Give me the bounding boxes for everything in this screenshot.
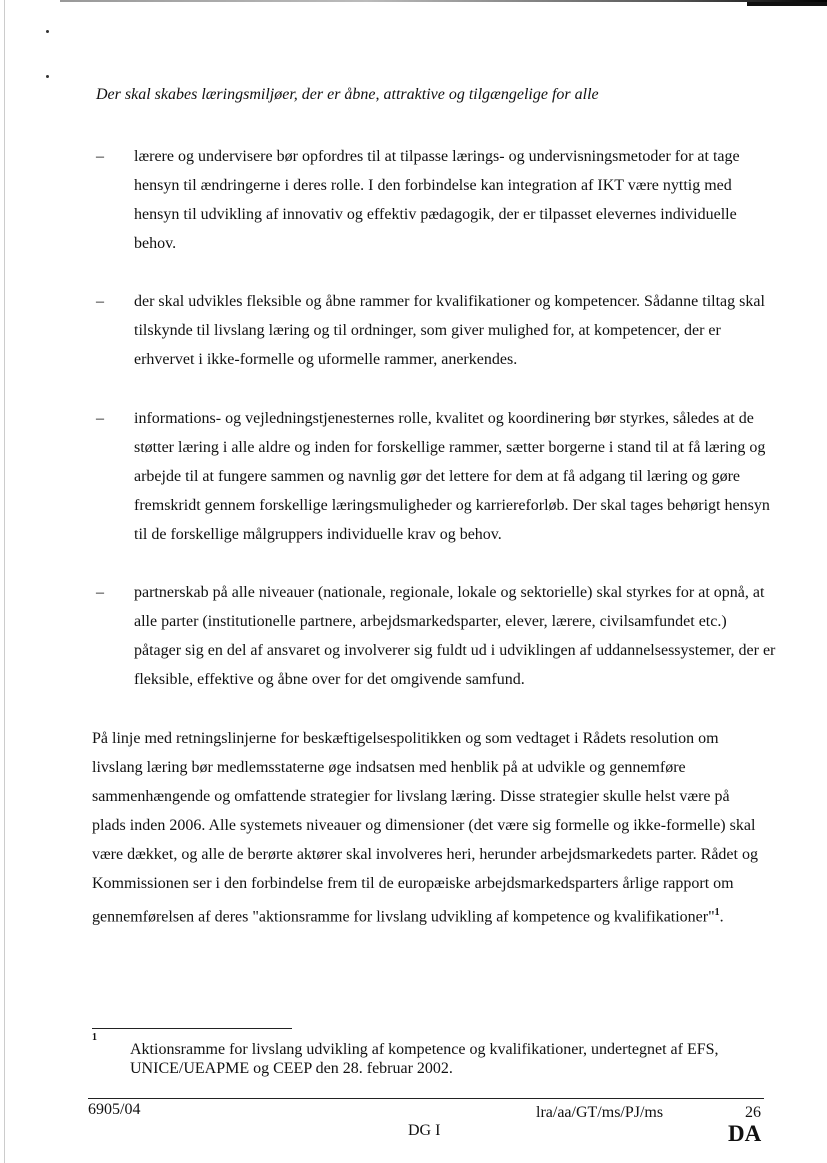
bullet-dash: – [96, 584, 104, 601]
footnote-reference[interactable]: 1 [714, 907, 720, 918]
bullet-text: der skal udvikles fleksible og åbne rammer for kvalifikationer og kompetencer. Sådanne tiltag skal tilskynde til livslang læring og til ordninger, som giver mulighed for, at kompetencer, der er erhvervet i ikke-formelle og uformelle rammer, anerkendes. [134, 293, 765, 368]
page-number: 26 [745, 1104, 761, 1121]
scan-speck [46, 75, 49, 78]
bullet-item [96, 404, 776, 549]
footnote-text: Aktionsramme for livslang udvikling af kompetence og kvalifikationer, undertegnet af EFS, UNICE/UEAPME og CEEP den 28. februar 2002. [130, 1041, 719, 1077]
bullet-item [96, 142, 776, 258]
scan-edge-top [60, 0, 827, 2]
bullet-text: lærere og undervisere bør opfordres til at tilpasse lærings- og undervisningsmetoder for at tage hensyn til ændringerne i deres rolle. I den forbindelse kan integration af IKT være nyttig med hensyn til udvikling af innovativ og effektiv pædagogik, der er tilpasset elevernes individuelle behov. [134, 148, 740, 252]
author-references: lra/aa/GT/ms/PJ/ms [536, 1104, 664, 1121]
scan-mark-right [747, 2, 827, 6]
language-code: DA [728, 1121, 762, 1146]
bullet-dash: – [96, 293, 104, 310]
footnote-separator [92, 1028, 292, 1029]
scan-speck [46, 30, 49, 33]
bullet-dash: – [96, 410, 104, 427]
paragraph-text: På linje med retningslinjerne for beskæftigelsespolitikken og som vedtaget i Rådets resolution om livslang læring bør medlemsstaterne øge indsatsen med henblik på at udvikle og gennemføre sammenhængende og omfattende strategier for livslang læring. Disse strategier skulle helst være på plads inden 2006. Alle systemets niveauer og dimensioner (det være sig formelle og ikke-formelle) skal være dækket, og alle de berørte aktører skal involveres heri, herunder arbejdsmarkedets parter. Rådet og Kommissionen ser i den forbindelse frem til de europæiske arbejdsmarkedsparters årlige rapport om gennemførelsen af deres "aktionsramme for livslang udvikling af kompetence og kvalifikationer" [92, 730, 758, 926]
body-paragraph [92, 724, 764, 931]
bullet-text: informations- og vejledningstjenesternes rolle, kvalitet og koordinering bør styrkes, således at de støtter læring i alle aldre og inden for forskellige rammer, sætter borgerne i stand til at få læring og arbejde til at fungere sammen og navnlig gør det lettere for dem at få adgang til læring og gøre fremskridt gennem forskellige læringsmuligheder og karriereforløb. Der skal tages behørigt hensyn til de forskellige målgruppers individuelle krav og behov. [134, 410, 770, 543]
scan-edge-left [4, 0, 5, 1163]
document-number: 6905/04 [88, 1101, 141, 1118]
footer-rule [88, 1098, 764, 1099]
bullet-text: partnerskab på alle niveauer (nationale, regionale, lokale og sektorielle) skal styrkes for at opnå, at alle parter (institutionelle partnere, arbejdsmarkedsparter, elever, lærere, civilsamfundet etc.) påtager sig en del af ansvaret og involverer sig fuldt ud i udviklingen af uddannelsessystemer, der er fleksible, effektive og åbne over for det omgivende samfund. [134, 584, 776, 688]
section-heading: Der skal skabes læringsmiljøer, der er åbne, attraktive og tilgængelige for alle [96, 86, 599, 103]
footnote-mark: 1 [92, 1032, 97, 1043]
bullet-item [96, 578, 776, 694]
paragraph-end: . [719, 908, 724, 926]
directorate: DG I [408, 1122, 441, 1139]
bullet-dash: – [96, 148, 104, 165]
bullet-item [96, 287, 776, 374]
